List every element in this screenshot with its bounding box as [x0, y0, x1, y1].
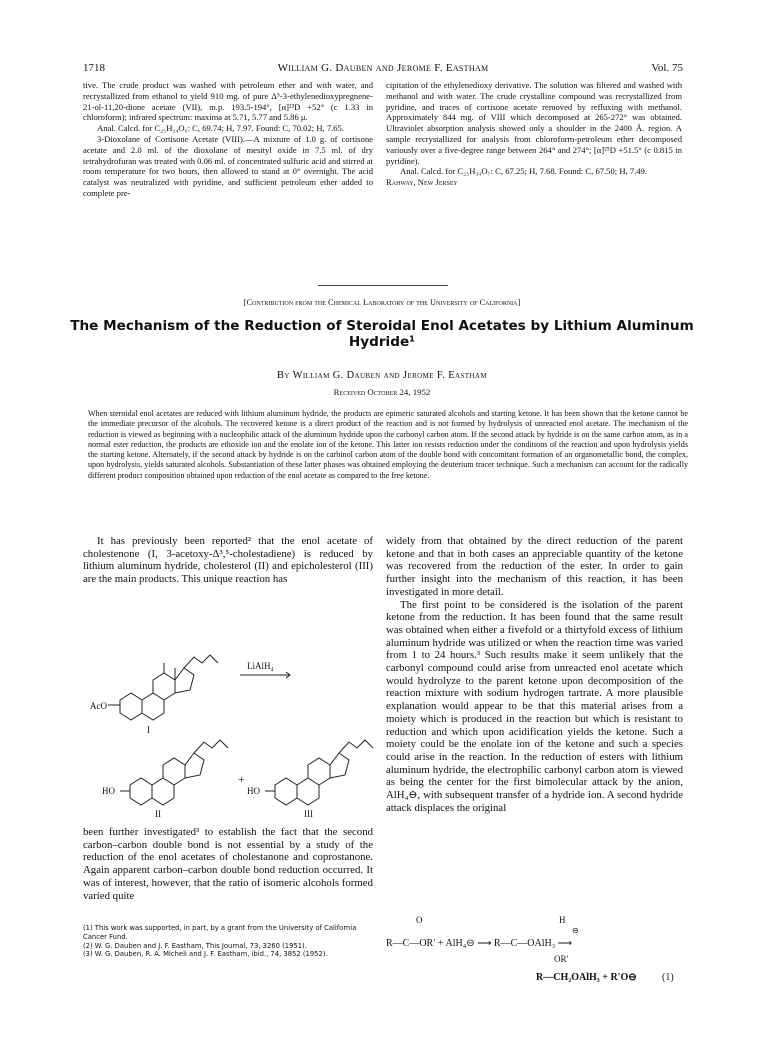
top-right-column — [386, 80, 682, 188]
label-compound-iii: III — [304, 809, 313, 819]
label-ho-ii: HO — [102, 786, 115, 796]
contribution-line: [Contribution from the Chemical Laboratory of the University of California] — [243, 298, 521, 307]
label-aco: AcO — [90, 701, 107, 711]
continuation-paragraph: been further investigated³ to establish the fact that the second carbon–carbon double bond is not essential by a study of the reduction of the enol acetates of cholestanone and coprostanone. Again apparent carbon–carbon double bond reduction occurred. It was of interest, however, that the ratio of isomeric alcohols formed varied quite — [83, 826, 373, 902]
left-continuation — [83, 826, 373, 902]
running-title: William G. Dauben and Jerome F. Eastham — [277, 62, 489, 74]
volume-label: Vol. 75 — [651, 62, 683, 74]
analysis-paragraph: Anal. Calcd. for C₂₅H₃₄O₆: C, 69.74; H, 7.97. Found: C, 70.02; H, 7.65. — [97, 123, 345, 134]
equation-1 — [386, 914, 684, 986]
eq-number: (1) — [662, 972, 674, 983]
page-number: 1718 — [83, 62, 105, 74]
eq-line2: R—CH₂OAlH₃ + R′O⊖ — [536, 972, 637, 983]
right-column — [386, 535, 683, 814]
footnote-2: (2) W. G. Dauben and J. F. Eastham, This Journal, 73, 3260 (1951). — [83, 941, 307, 950]
eq-or-below: OR′ — [554, 954, 569, 964]
analysis-paragraph-2: Anal. Calcd. for C₂₅H₃₄O₇: C, 67.25; H, 7.68. Found: C, 67.50; H, 7.49. — [400, 166, 648, 177]
footnote-1: (1) This work was supported, in part, by a grant from the University of California Cancer Fund. — [83, 924, 357, 941]
plus-sign: + — [238, 772, 245, 786]
right-paragraph-1: widely from that obtained by the direct reduction of the parent ketone and that in both cases an appreciable quantity of the ketone was recovered from the reduction of the ester. In order to gain further insight into the mechanism of this reaction, it has been investigated in more detail. — [386, 535, 683, 598]
left-intro — [83, 535, 373, 586]
eq-o-top: O — [416, 915, 423, 925]
experimental-paragraph-cont: cipitation of the ethylenedioxy derivative. The solution was filtered and washed with methanol and with water. The crude crystalline compound was recrystallized from pyridine, and traces of cortisone acetate removed by refluxing with methanol. Approximately 844 mg. of VIII which decomposed at 265-272° was obtained. Ultraviolet absorption analysis showed only a shoulder in the 2400 Å. region. A sample recrystallized for analysis from chloroform-petroleum ether decomposed variously over a five-degree range between 264° and 274°; [α]²⁵D +51.5° (c 0.815 in pyridine). — [386, 80, 682, 166]
received-date: Received October 24, 1952 — [333, 387, 431, 397]
label-compound-ii: II — [155, 809, 161, 819]
experimental-paragraph: tive. The crude product was washed with petroleum ether and with water, and recrystallized from ethanol to yield 910 mg. of pure Δ⁵-3-ethylenedioxypregnene-21-ol-11,20-dione acetate (VII), m.p. 193.5-194°, [α]²³D +52° (c 1.33 in chloroform); infrared spectrum: maxima at 5.71, 5.77 and 5.86 μ. — [83, 80, 373, 123]
article-title: The Mechanism of the Reduction of Steroidal Enol Acetates by Lithium Aluminum Hydride¹ — [70, 318, 694, 350]
eq-minus: ⊖ — [572, 926, 579, 935]
experimental-paragraph-viii: 3-Dioxolane of Cortisone Acetate (VIII).—A mixture of 1.0 g. of cortisone acetate and 2.0 ml. of the dioxolane of mesityl oxide in 7.5 ml. of dry tetrahydrofuran was treated with 0.06 ml. of concentrated sulfuric acid and stirred at room temperature for two hours, then allowed to stand at 0° overnight. The acid catalyst was neutralized with pyridine, and sufficient petroleum ether added to complete pre- — [83, 133, 373, 198]
abstract: When steroidal enol acetates are reduced with lithium aluminum hydride, the products are epimeric saturated alcohols and starting ketone. It has been shown that the ketone cannot be the immediate precursor of the alcohols. The recovered ketone is a direct product of the reaction and is not formed by hydrolysis of unreacted enol acetate. The mechanism of the reduction is viewed as beginning with a nucleophilic attack of the aluminum hydride upon the carbonyl carbon atom. If the second attack by hydride is on the same carbon atom, as in a normal ester reduction, the products are ethoxide ion and the enolate ion of the ketone. This latter ion resists reduction under the conditions of the reaction and upon hydrolysis yields the starting ketone. Alternately, if the second attack by hydride is on the carbinol carbon atom of the double bond with concomitant formation of an organometallic bond, the complex, upon hydrolysis, yields saturated alcohols. Substantiation of these latter phases was obtained employing the deuterium tracer technique. Such a mechanism can account for the radically different product composition obtained upon reduction of the enol acetate as compared to the free ketone. — [88, 409, 688, 480]
footnote-3: (3) W. G. Dauben, R. A. Micheli and J. F. Eastham, ibid., 74, 3852 (1952). — [83, 950, 328, 959]
right-paragraph-2: The first point to be considered is the isolation of the parent ketone from the reduction. It has been found that the same result was obtained when either a fivefold or a thirtyfold excess of lithium aluminum hydride was utilized or when the reaction time was varied from 1 to 24 hours.³ Such results make it seem unlikely that the carbonyl compound could arise from unreacted enol acetate which would hydrolyze to the parent ketone upon decomposition of the reaction mixture with sodium hydrogen tartrate. A more plausible explanation would appear to be that this material arises from a moiety which is produced in the reaction but which is resistant to reduction and which upon acidification yields the ketone. Such a moiety could be the enolate ion of the ketone and such a species could arise in the reaction. In the reduction of esters with lithium aluminum hydride, the electrophilic carbonyl carbon atom is viewed as being the center for the first bimolecular attack by the anion, AlH₄⊖, with subsequent transfer of a hydride ion. A second hydride attack displaces the original — [386, 598, 683, 814]
reagent-label: LiAlH₄ — [247, 661, 274, 671]
top-left-column — [83, 80, 373, 199]
location: Rahway, New Jersey — [386, 177, 458, 188]
eq-h-top: H — [559, 915, 566, 925]
authors: By William G. Dauben and Jerome F. Eastham — [277, 370, 487, 381]
section-rule — [318, 285, 448, 286]
footnotes — [83, 924, 365, 959]
eq-lhs: R—C—OR′ + AlH₄⊖ ⟶ R—C—OAlH₃ ⟶ — [386, 938, 573, 949]
label-compound-i: I — [147, 725, 150, 735]
label-ho-iii: HO — [247, 786, 260, 796]
intro-paragraph: It has previously been reported² that the enol acetate of cholestenone (I, 3-acetoxy-Δ³,⁵-cholestadiene) is reduced by lithium aluminum hydride, cholesterol (II) and epicholesterol (III) are the main products. This unique reaction has — [83, 535, 373, 586]
reaction-scheme — [90, 605, 375, 825]
